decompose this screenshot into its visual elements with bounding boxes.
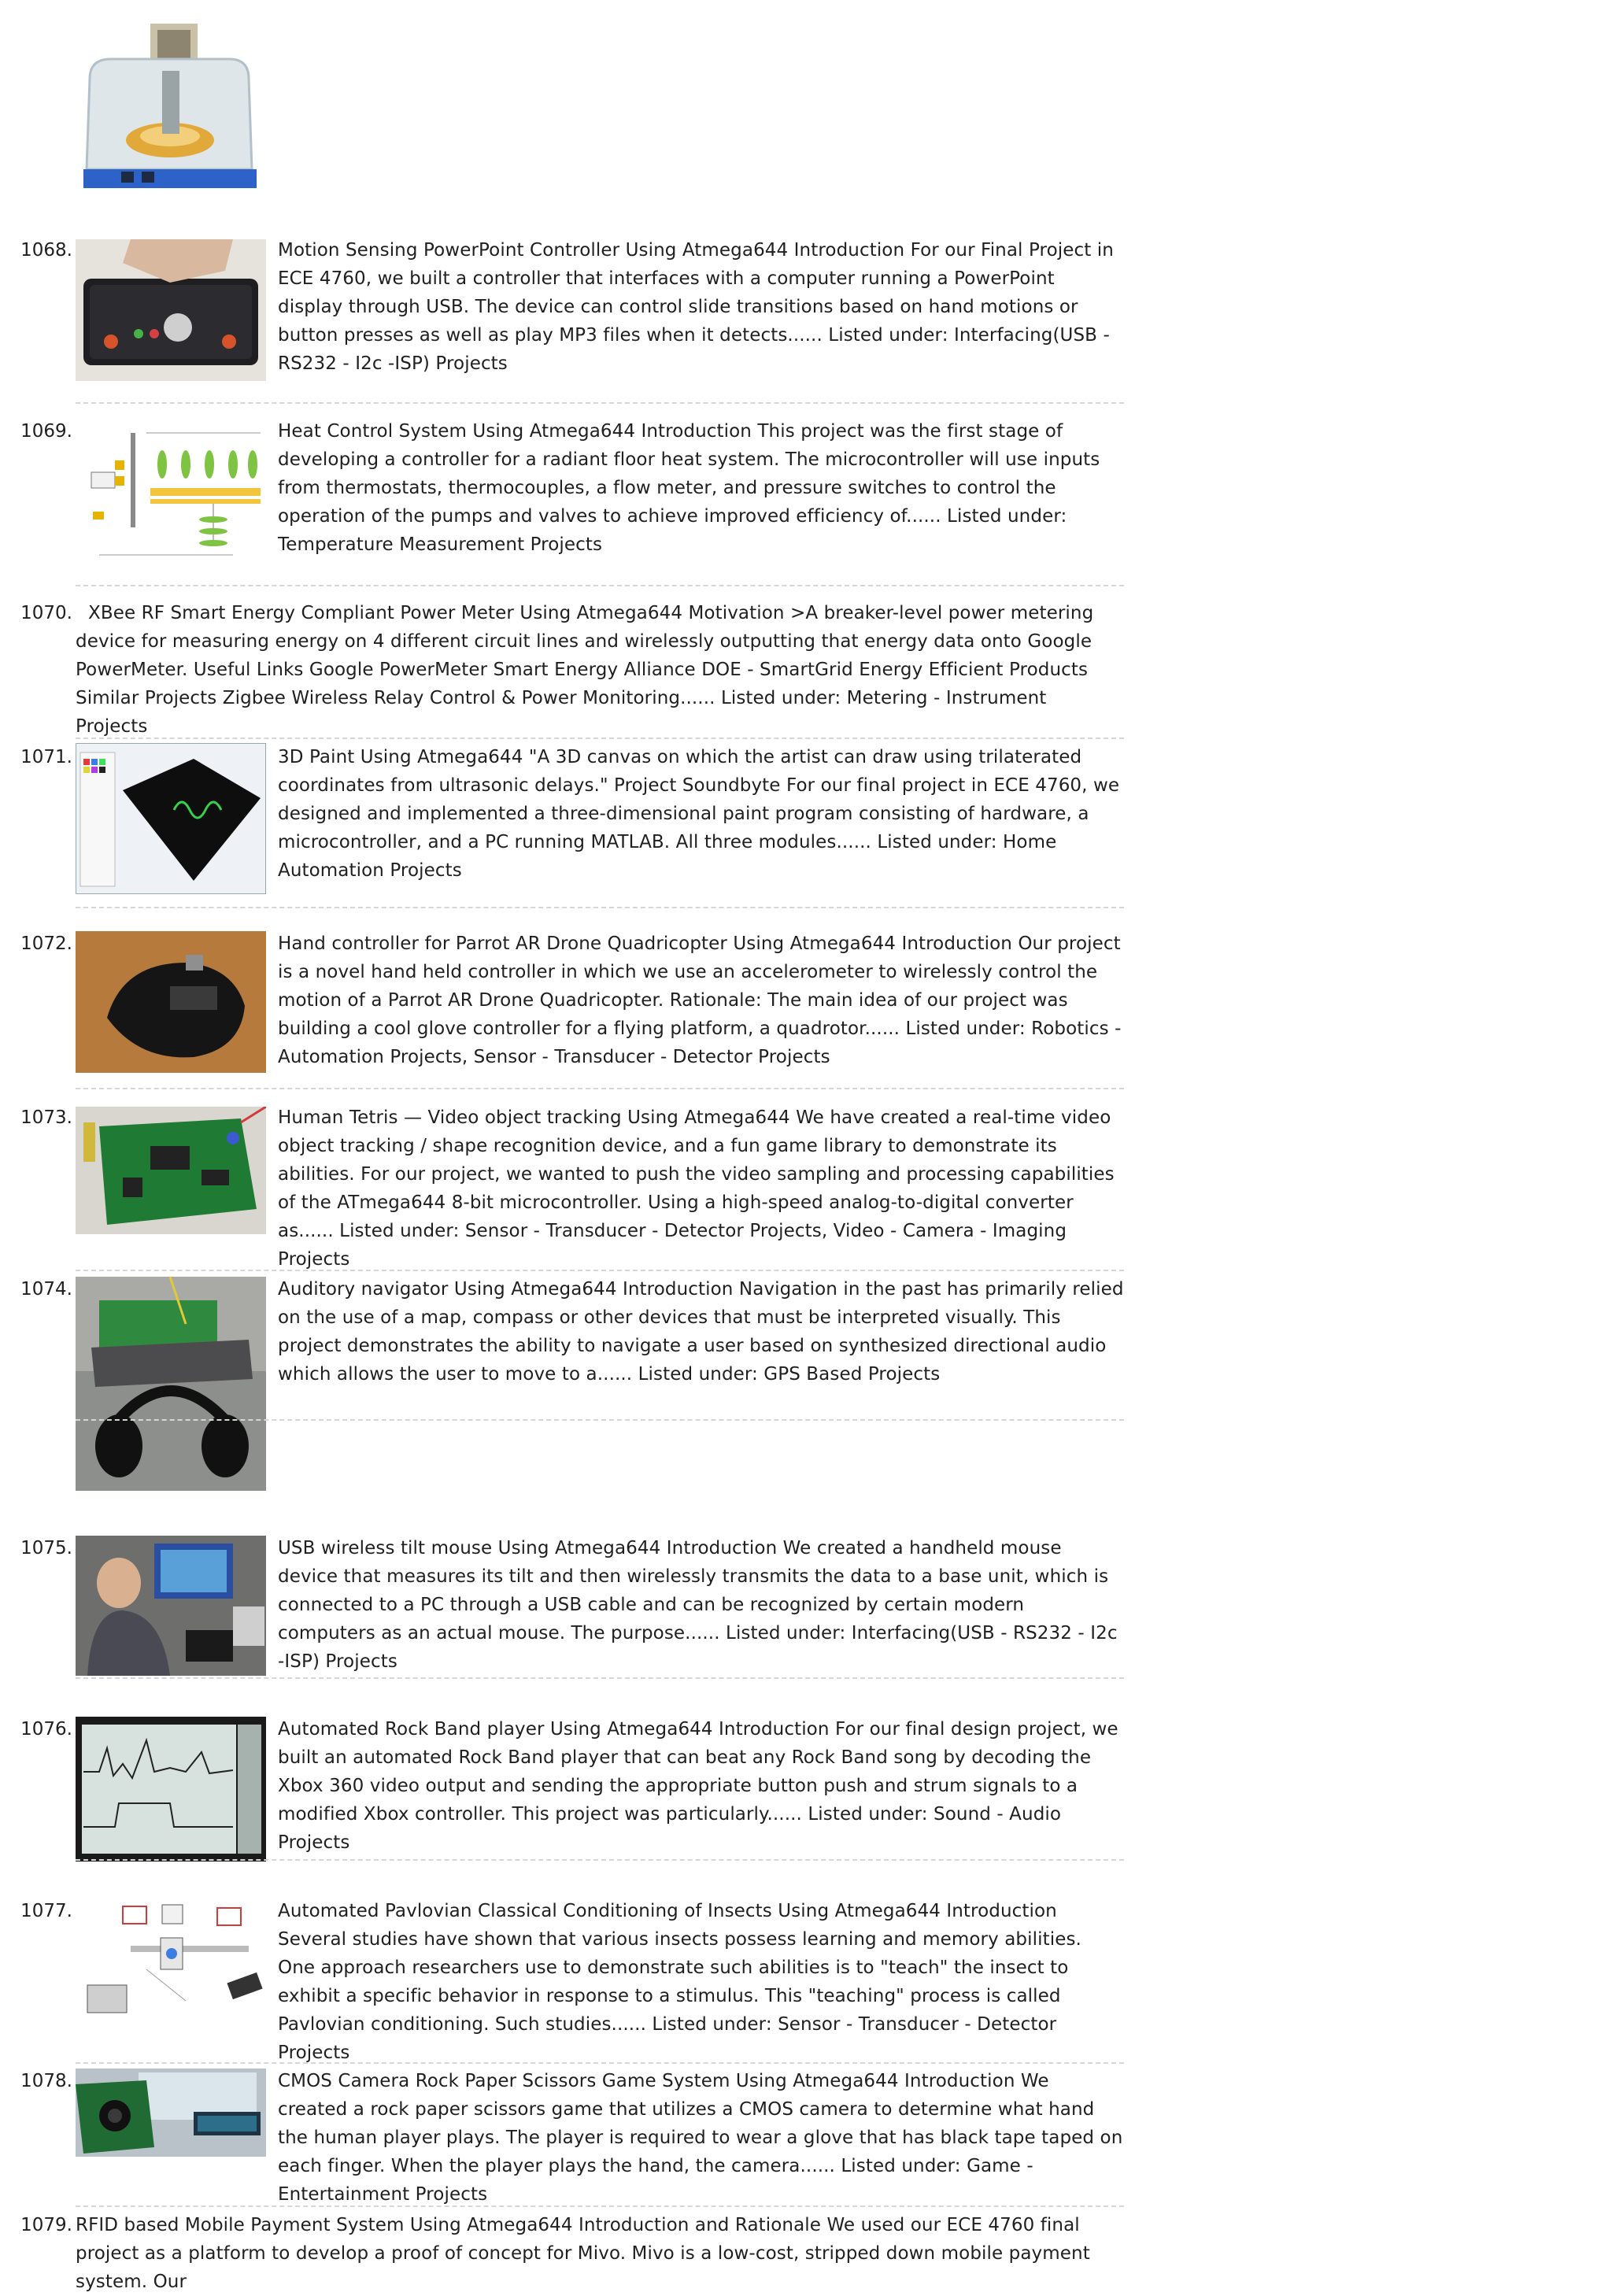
separator [76,1859,1124,1861]
item-description: CMOS Camera Rock Paper Scissors Game System Using Atmega644 Introduction We created a rock paper scissors game that utilizes a CMOS camera to determine what hand the human player plays. The player is required to wear a glove that has black tape taped on each finger. When the player plays the hand, the camera...... Listed under: Game - Entertainment Projects [278,2071,1123,2205]
separator [76,585,1124,586]
item-number: 1074. [20,1279,72,1300]
item-number: 1075. [20,1538,72,1558]
separator [76,1677,1124,1679]
project-thumbnail[interactable] [76,931,266,1073]
tilt-mouse-demo-image [76,1536,266,1676]
item-description: Heat Control System Using Atmega644 Introduction This project was the first stage of developing a controller for a radiant floor heat system. The microcontroller will use inputs from thermostats, thermocouples, a flow meter, and pressure switches to control the operation of the pumps and valves to achieve improved efficiency of...... Listed under: Temperature Measurement Projects [278,421,1100,555]
project-thumbnail[interactable] [76,1899,266,2017]
item-description: Hand controller for Parrot AR Drone Quadricopter Using Atmega644 Introduction Our project is a novel hand held controller in which we use an accelerometer to wirelessly control the motion of a Parrot AR Drone Quadricopter. Rationale: The main idea of our project was building a cool glove controller for a flying platform, a quadrotor...... Listed under: Robotics - Automation Projects, Sensor - Transducer - Detector Projects [278,934,1122,1067]
item-description: Motion Sensing PowerPoint Controller Using Atmega644 Introduction For our Final Project in ECE 4760, we built a controller that interfaces with a computer running a PowerPoint display through USB. The device can control slide transitions based on hand motions or button presses as well as play MP3 files when it detects...... Listed under: Interfacing(USB - RS232 - I2c -ISP) Projects [278,240,1114,374]
item-description: 3D Paint Using Atmega644 "A 3D canvas on which the artist can draw using trilaterated coordinates from ultrasonic delays." Project Soundbyte For our final project in ECE 4760, we designed and implemented a three-dimensional paint program consisting of hardware, a microcontroller, and a PC running MATLAB. All three modules...... Listed under: Home Automation Projects [278,747,1120,881]
item-description: Auditory navigator Using Atmega644 Introduction Navigation in the past has primarily relied on the use of a map, compass or other devices that must be interpreted visually. This project demonstrates the ability to navigate a user based on synthesized directional audio which allows the user to move to a...... Listed under: GPS Based Projects [278,1279,1124,1385]
project-thumbnail[interactable] [76,743,266,894]
item-description: Automated Pavlovian Classical Conditioning of Insects Using Atmega644 Introduction Several studies have shown that various insects possess learning and memory abilities. One approach researchers use to demonstrate such abilities is to "teach" the insect to exhibit a specific behavior in response to a stimulus. This "teaching" process is called Pavlovian conditioning. Such studies...... Listed under: Sensor - Transducer - Detector Projects [278,1901,1081,2063]
project-thumbnail[interactable] [76,1717,266,1862]
separator [76,2062,1124,2064]
separator [76,1419,1124,1421]
item-description: XBee RF Smart Energy Compliant Power Meter Using Atmega644 Motivation >A breaker-level power metering device for measuring energy on 4 different circuit lines and wirelessly outputting that energy data onto Google PowerMeter. Useful Links Google PowerMeter Smart Energy Alliance DOE - SmartGrid Energy Efficient Products Similar Projects Zigbee Wireless Relay Control & Power Monitoring...... Listed under: Metering - Instrument Projects [76,603,1094,737]
item-description: USB wireless tilt mouse Using Atmega644 Introduction We created a handheld mouse device that measures its tilt and then wirelessly transmits the data to a base unit, which is connected to a PC through a USB cable and can be recognized by certain modern computers as an actual mouse. The purpose...... Listed under: Interfacing(USB - RS232 - I2c -ISP) Projects [278,1538,1118,1672]
glove-controller-image [76,931,266,1073]
project-thumbnail[interactable] [76,1107,266,1234]
item-number: 1073. [20,1107,72,1128]
project-thumbnail[interactable] [76,2069,266,2157]
project-thumbnail[interactable] [76,417,266,564]
separator [76,2205,1124,2207]
item-number: 1071. [20,747,72,767]
previous-project-thumbnail[interactable] [76,24,261,195]
cmos-camera-board-image [76,2069,266,2157]
separator [76,907,1124,908]
separator [76,738,1124,739]
heat-system-diagram-image [76,417,266,564]
item-number: 1072. [20,934,72,954]
item-number: 1079. [20,2215,72,2235]
item-description: RFID based Mobile Payment System Using Atmega644 Introduction and Rationale We used our ECE 4760 final project as a platform to develop a proof of concept for Mivo. Mivo is a low-cost, stripped down mobile payment system. Our [76,2215,1090,2292]
item-number: 1077. [20,1901,72,1921]
3d-paint-screenshot-image [76,743,266,894]
separator [76,1088,1124,1089]
separator [76,1270,1124,1271]
item-description: Human Tetris — Video object tracking Using Atmega644 We have created a real-time video object tracking / shape recognition device, and a fun game library to demonstrate its abilities. For our project, we wanted to push the video sampling and processing capabilities of the ATmega644 8-bit microcontroller. Using a high-speed analog-to-digital converter as...... Listed under: Sensor - Transducer - Detector Projects, Video - Camera - Imaging Projects [278,1107,1115,1270]
controller-box-image [76,239,266,381]
insect-conditioning-diagram-image [76,1899,266,2017]
item-number: 1078. [20,2071,72,2091]
item-number: 1070. [20,603,72,623]
project-thumbnail[interactable] [76,1536,266,1676]
item-description: Automated Rock Band player Using Atmega644 Introduction For our final design project, we built an automated Rock Band player that can beat any Rock Band song by decoding the Xbox 360 video output and sending the appropriate button push and strum signals to a modified Xbox controller. This project was particularly...... Listed under: Sound - Audio Projects [278,1719,1118,1853]
item-number: 1069. [20,421,72,442]
project-thumbnail[interactable] [76,239,266,381]
oscilloscope-screen-image [76,1717,266,1862]
separator [76,402,1124,404]
headphones-navigator-image [76,1277,266,1491]
green-circuit-board-image [76,1107,266,1234]
device-in-acrylic-box-image [76,24,261,195]
item-number: 1068. [20,240,72,261]
project-thumbnail[interactable] [76,1277,266,1491]
item-number: 1076. [20,1719,72,1740]
